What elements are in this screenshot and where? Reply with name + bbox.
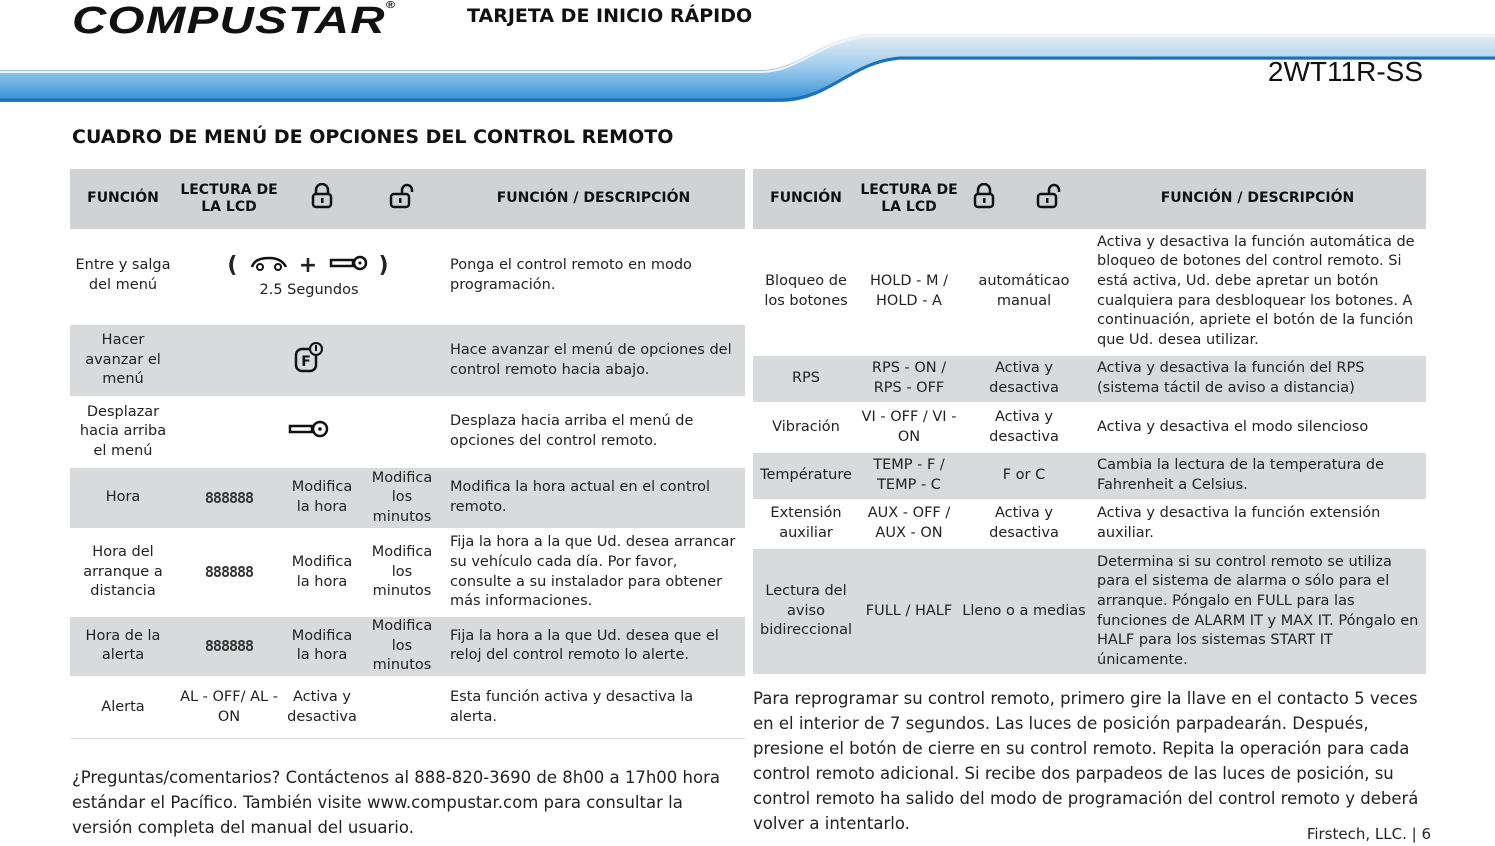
right-options-table — [753, 169, 1426, 676]
table-bottom-divider — [70, 738, 745, 739]
model-number: 2WT11R-SS — [1267, 56, 1423, 87]
descripcion-cell: Esta función activa y desactiva la alerta. — [442, 677, 745, 739]
key-icon — [176, 397, 442, 467]
descripcion-cell: Cambia la lectura de la temperatura de Fahrenheit a Celsius. — [1089, 452, 1426, 500]
unlock-action-cell — [362, 677, 442, 739]
table-row — [70, 616, 745, 677]
table-header-row — [70, 169, 745, 229]
table-row — [753, 403, 1426, 452]
funcion-cell: RPS — [753, 355, 859, 403]
table-row — [753, 229, 1426, 355]
page-subtitle: TARJETA DE INICIO RÁPIDO — [467, 5, 753, 27]
table-row — [753, 355, 1426, 403]
funcion-cell: Vibración — [753, 403, 859, 452]
lock-unlock-action-cell: Activa y desactiva — [959, 500, 1089, 548]
funcion-cell: Température — [753, 452, 859, 500]
descripcion-cell: Activa y desactiva la función del RPS (sistema táctil de aviso a distancia) — [1089, 355, 1426, 403]
contact-paragraph: ¿Preguntas/comentarios? Contáctenos al 888-820-3690 de 8h00 a 17h00 hora estándar el Pacífico. También visite www.compustar.com para consultar la versión completa del manual del usuario. — [72, 768, 720, 837]
lcd-cell: AUX - OFF / AUX - ON — [859, 500, 959, 548]
funcion-cell: Hora del arranque a distancia — [70, 529, 176, 616]
funcion-cell: Hora de la alerta — [70, 616, 176, 677]
descripcion-cell: Activa y desactiva el modo silencioso — [1089, 403, 1426, 452]
header-descripcion: FUNCIÓN / DESCRIPCIÓN — [442, 169, 745, 229]
funcion-cell: Hacer avanzar el menú — [70, 324, 176, 397]
funcion-cell: Lectura del aviso bidireccional — [753, 548, 859, 675]
lock-unlock-action-cell: automáticao manual — [959, 229, 1089, 355]
funcion-cell: Bloqueo de los botones — [753, 229, 859, 355]
lcd-segment-display: 888888 — [176, 616, 282, 677]
lcd-segment-display: 888888 — [176, 467, 282, 529]
lcd-cell: RPS - ON / RPS - OFF — [859, 355, 959, 403]
descripcion-cell: Fija la hora a la que Ud. desea que el reloj del control remoto lo alerte. — [442, 616, 745, 677]
header-lectura: LECTURA DE LA LCD — [859, 169, 959, 229]
reprogram-paragraph: Para reprogramar su control remoto, primero gire la llave en el contacto 5 veces en el interior de 7 segundos. Las luces de posición parpadearán. Después, presione el botón de cierre en su control remoto. Repita la operación para cada control remoto adicional. Si recibe dos parpadeos de las luces de posición, su control remoto ha salido del modo de programación del control remoto y deberá volver a intentarlo. — [753, 689, 1419, 834]
lcd-cell — [176, 229, 442, 324]
table-row — [70, 529, 745, 616]
header-lectura: LECTURA DE LA LCD — [176, 169, 282, 229]
descripcion-cell: Fija la hora a la que Ud. desea arrancar su vehículo cada día. Por favor, consulte a su instalador para obtener más informaciones. — [442, 529, 745, 616]
svg-text:F: F — [301, 354, 311, 371]
lock-action-cell: Activa y desactiva — [282, 677, 362, 739]
section-title: CUADRO DE MENÚ DE OPCIONES DEL CONTROL REMOTO — [72, 126, 674, 148]
lock-action-cell: Modifica la hora — [282, 467, 362, 529]
lcd-duration-text: 2.5 Segundos — [259, 282, 359, 299]
page-footer: Firstech, LLC. | 6 — [1306, 825, 1431, 843]
lcd-cell: FULL / HALF — [859, 548, 959, 675]
descripcion-cell: Hace avanzar el menú de opciones del control remoto hacia abajo. — [442, 324, 745, 397]
descripcion-cell: Activa y desactiva la función automática de bloqueo de botones del control remoto. Si está activa, Ud. debe apretar un botón cualquiera para desbloquear los botones. A continuación, apriete el botón de la función que Ud. desea utilizar. — [1089, 229, 1426, 355]
table-row — [70, 397, 745, 467]
table-header-row — [753, 169, 1426, 229]
descripcion-cell: Modifica la hora actual en el control remoto. — [442, 467, 745, 529]
lcd-cell: HOLD - M / HOLD - A — [859, 229, 959, 355]
lcd-segment-display: 888888 — [176, 529, 282, 616]
descripcion-cell: Activa y desactiva la función extensión auxiliar. — [1089, 500, 1426, 548]
car-key-plus-key-icon: ( + ) — [227, 253, 391, 279]
table-row — [753, 452, 1426, 500]
lock-icon — [282, 169, 362, 229]
funcion-cell: Extensión auxiliar — [753, 500, 859, 548]
descripcion-cell: Desplaza hacia arriba el menú de opciones del control remoto. — [442, 397, 745, 467]
unlock-icon — [1009, 169, 1089, 229]
lock-action-cell: Modifica la hora — [282, 616, 362, 677]
lcd-cell: AL - OFF/ AL - ON — [176, 677, 282, 739]
funcion-cell: Alerta — [70, 677, 176, 739]
lcd-cell: VI - OFF / VI - ON — [859, 403, 959, 452]
funcion-cell: Entre y salga del menú — [70, 229, 176, 324]
lock-unlock-action-cell: F or C — [959, 452, 1089, 500]
left-options-table — [70, 169, 745, 740]
header-descripcion: FUNCIÓN / DESCRIPCIÓN — [1089, 169, 1426, 229]
unlock-action-cell: Modifica los minutos — [362, 616, 442, 677]
lock-icon — [959, 169, 1009, 229]
header-funcion: FUNCIÓN — [753, 169, 859, 229]
lock-unlock-action-cell: Activa y desactiva — [959, 355, 1089, 403]
compustar-logo: COMPUSTAR® — [72, 0, 397, 42]
lock-action-cell: Modifica la hora — [282, 529, 362, 616]
table-row — [70, 324, 745, 397]
unlock-action-cell: Modifica los minutos — [362, 529, 442, 616]
table-row — [70, 467, 745, 529]
table-row — [753, 500, 1426, 548]
lock-unlock-action-cell: Lleno o a medias — [959, 548, 1089, 675]
lock-unlock-action-cell: Activa y desactiva — [959, 403, 1089, 452]
funcion-cell: Hora — [70, 467, 176, 529]
funcion-cell: Desplazar hacia arriba el menú — [70, 397, 176, 467]
f-button-icon — [176, 324, 442, 397]
table-row — [70, 229, 745, 324]
unlock-action-cell: Modifica los minutos — [362, 467, 442, 529]
lcd-cell: TEMP - F / TEMP - C — [859, 452, 959, 500]
unlock-icon — [362, 169, 442, 229]
table-row — [70, 677, 745, 739]
table-row — [753, 548, 1426, 675]
descripcion-cell: Determina si su control remoto se utiliza para el sistema de alarma o sólo para el arranque. Póngalo en FULL para las funciones de ALARM IT y MAX IT. Póngalo en HALF para los sistemas START IT únicamente. — [1089, 548, 1426, 675]
header-funcion: FUNCIÓN — [70, 169, 176, 229]
descripcion-cell: Ponga el control remoto en modo programación. — [442, 229, 745, 324]
